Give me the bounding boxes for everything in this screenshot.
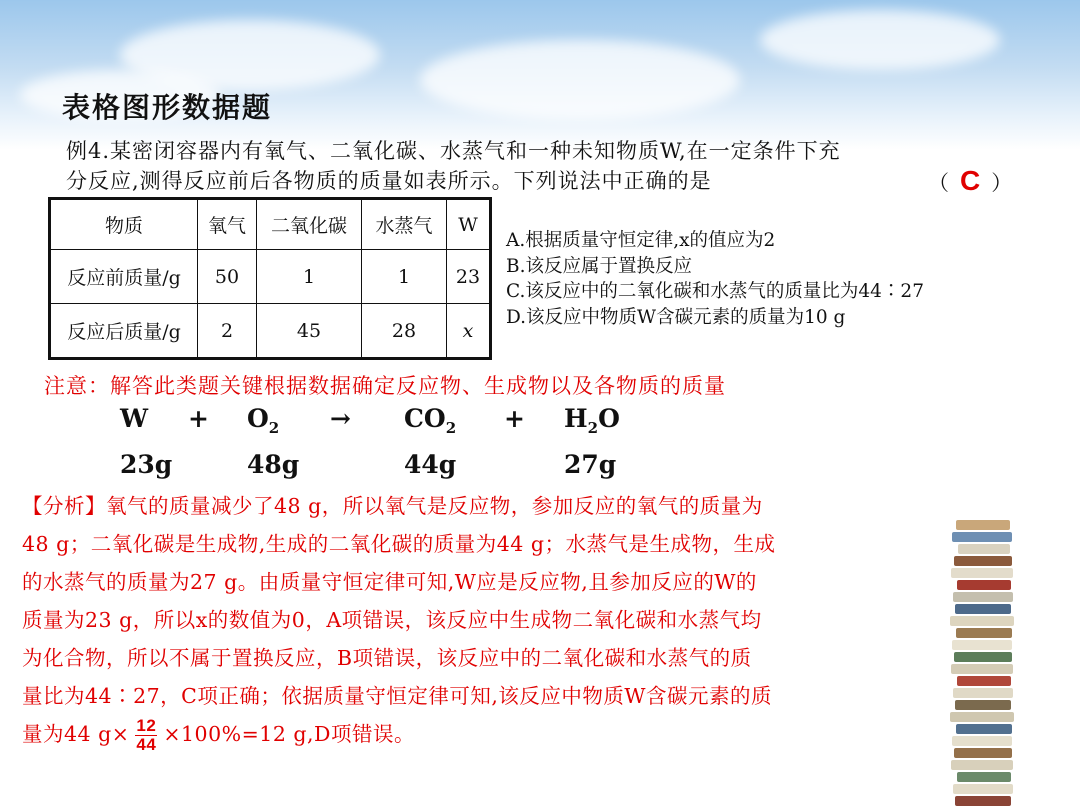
mass-table: [48, 197, 492, 360]
answer-bracket: （ C ）: [928, 165, 1014, 196]
table-cell: 1: [362, 250, 447, 304]
species-o2: $O_2$: [247, 404, 280, 437]
option-a: A.根据质量守恒定律,x的值应为2: [506, 230, 776, 251]
question-line-1: 例4.某密闭容器内有氧气、二氧化碳、水蒸气和一种未知物质W,在一定条件下充: [66, 139, 841, 163]
species-co2: $CO_2$: [404, 404, 457, 437]
slide-title: 表格图形数据题: [62, 91, 273, 124]
fraction: $\frac{12}{44}$: [136, 716, 157, 754]
analysis-text: [22, 487, 952, 754]
analysis-line: 48 g；二氧化碳是生成物,生成的二氧化碳的质量为44 g；水蒸气是生成物，生成: [22, 532, 776, 556]
mass-h2o: 27g: [564, 450, 617, 479]
table-header: 物质: [50, 199, 198, 250]
table-row: [50, 304, 491, 359]
table-row: [50, 250, 491, 304]
table-cell: 反应前质量/g: [50, 250, 198, 304]
option-d: D.该反应中物质W含碳元素的质量为10 g: [506, 306, 846, 328]
analysis-line: 的水蒸气的质量为27 g。由质量守恒定律可知,W应是反应物,且参加反应的W的: [22, 570, 757, 594]
table-cell: 反应后质量/g: [50, 304, 198, 359]
answer-options: [506, 228, 924, 330]
plus-sign: +: [504, 404, 525, 433]
analysis-line: 量比为44∶27，C项正确；依据质量守恒定律可知,该反应中物质W含碳元素的质: [22, 684, 772, 708]
table-header: 二氧化碳: [257, 199, 362, 250]
option-c: C.该反应中的二氧化碳和水蒸气的质量比为44∶27: [506, 281, 924, 302]
analysis-line: 【分析】氧气的质量减少了48 g，所以氧气是反应物，参加反应的氧气的质量为: [22, 494, 763, 518]
table-cell: 2: [198, 304, 257, 359]
species-h2o: $H_2O$: [564, 404, 620, 437]
question-line-2: 分反应,测得反应前后各物质的质量如表所示。下列说法中正确的是: [66, 169, 712, 193]
book-stack-image: [948, 520, 1018, 810]
table-cell: 28: [362, 304, 447, 359]
analysis-line: 为化合物，所以不属于置换反应，B项错误，该反应中的二氧化碳和水蒸气的质: [22, 646, 752, 670]
table-cell: 1: [257, 250, 362, 304]
reaction-arrow: →: [330, 404, 351, 433]
option-b: B.该反应属于置换反应: [506, 255, 692, 277]
analysis-line: 质量为23 g，所以x的数值为0，A项错误，该反应中生成物二氧化碳和水蒸气均: [22, 608, 762, 632]
mass-co2: 44g: [404, 450, 457, 479]
analysis-line: 量为44 g× $\frac{12}{44}$ ×100%=12 g,D项错误。: [22, 716, 415, 754]
table-cell: x: [447, 304, 491, 359]
mass-w: 23g: [120, 450, 173, 479]
sky-background: [0, 0, 1080, 150]
mass-o2: 48g: [247, 450, 300, 479]
table-header: 氧气: [198, 199, 257, 250]
question-text: [66, 136, 1016, 196]
table-cell: 50: [198, 250, 257, 304]
species-w: W: [120, 404, 149, 433]
table-header-row: [50, 199, 491, 250]
answer-letter: C: [960, 165, 982, 196]
table-header: 水蒸气: [362, 199, 447, 250]
table-cell: 23: [447, 250, 491, 304]
note-text: 注意：解答此类题关键根据数据确定反应物、生成物以及各物质的质量: [44, 374, 726, 398]
plus-sign: +: [188, 404, 209, 433]
question-line-2-wrap: [66, 166, 1016, 196]
table-cell: 45: [257, 304, 362, 359]
table-header: W: [447, 199, 491, 250]
